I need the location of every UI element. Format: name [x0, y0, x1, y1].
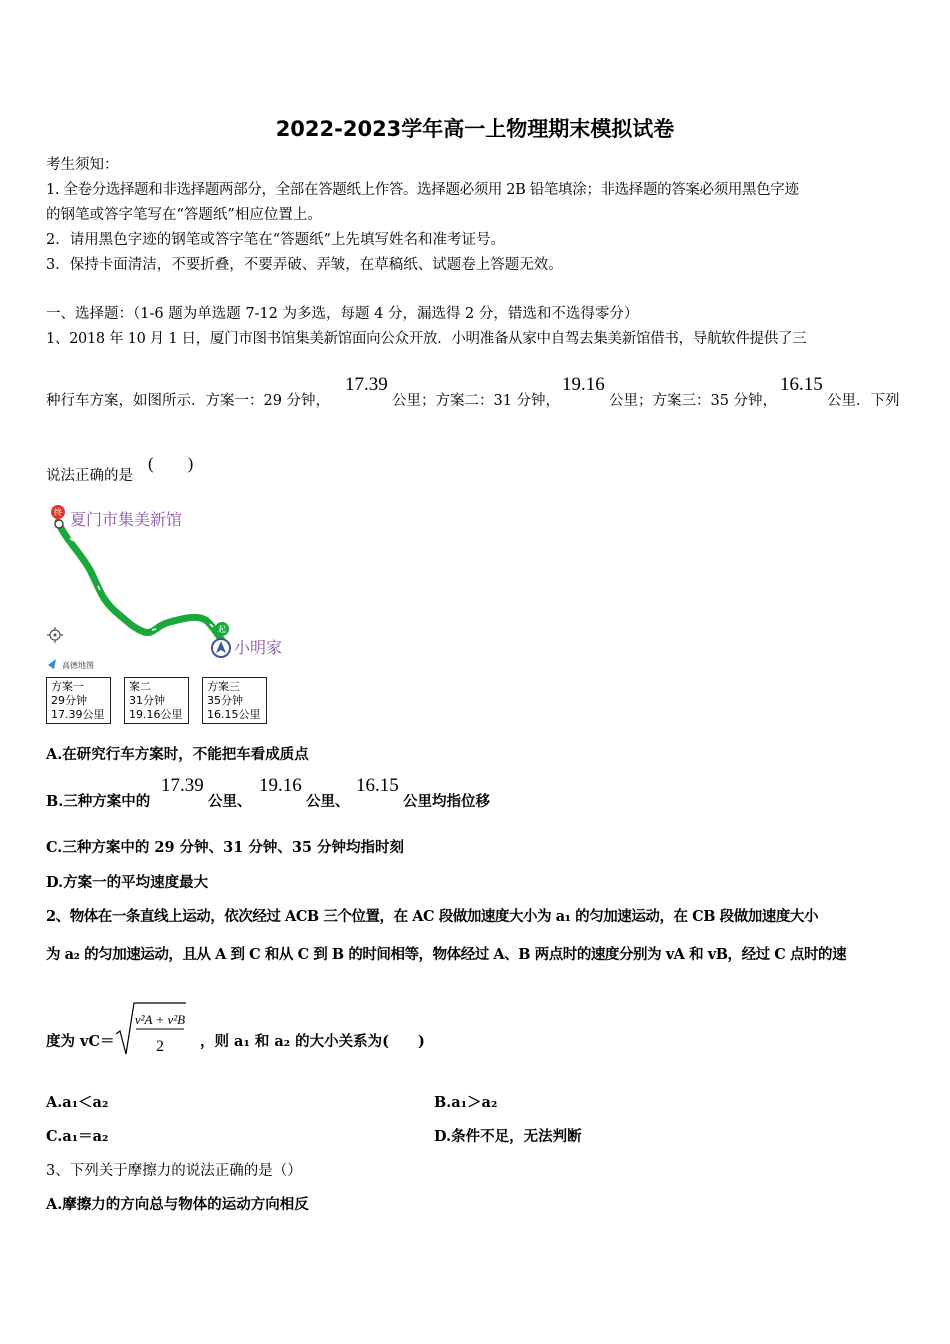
route-option-2 — [124, 677, 189, 724]
route-option-time: 29分钟 — [51, 694, 87, 707]
route-option-time: 35分钟 — [207, 694, 243, 707]
destination-pin-label: 终 — [54, 508, 62, 517]
route-map — [44, 500, 284, 675]
q2-option-b: B.a₁＞a₂ — [434, 1094, 498, 1111]
page-title: 2022-2023学年高一上物理期末模拟试卷 — [275, 117, 675, 141]
q1-distance-1: 17.39 — [345, 374, 388, 395]
q2-line-3-lead: 度为 vC＝ — [46, 1033, 115, 1050]
q1-distance-2: 19.16 — [562, 374, 605, 395]
q2-option-a: A.a₁＜a₂ — [46, 1094, 109, 1111]
formula-denominator: 2 — [156, 1038, 164, 1055]
q1-distance-3: 16.15 — [780, 374, 823, 395]
q1-option-c: C.三种方案中的 29 分钟、31 分钟、35 分钟均指时刻 — [46, 839, 405, 856]
notice-heading: 考生须知： — [46, 157, 119, 173]
q1-option-b-tail: 公里均指位移 — [403, 793, 490, 810]
notice-line-2: 2．请用黑色字迹的钢笔或答字笔在“答题纸”上先填写姓名和准考证号。 — [46, 232, 506, 248]
q1-option-b-distance-1: 17.39 — [161, 775, 204, 796]
formula-numerator: v²A + v²B — [134, 1012, 186, 1027]
q1-line-2a: 种行车方案，如图所示．方案一：29 分钟， — [46, 393, 331, 409]
velocity-formula — [114, 1000, 190, 1058]
map-brand: 高德地图 — [62, 661, 94, 670]
route-option-name: 方案三 — [207, 680, 240, 693]
route-line — [58, 522, 222, 640]
q1-option-b-distance-2: 19.16 — [259, 775, 302, 796]
q1-option-a: A.在研究行车方案时，不能把车看成质点 — [46, 746, 309, 763]
origin-pin-label: 起 — [218, 625, 226, 634]
amap-logo-icon — [48, 659, 56, 669]
route-option-name: 方案一 — [51, 680, 84, 693]
q2-line-1: 2、物体在一条直线上运动，依次经过 ACB 三个位置，在 AC 段做加速度大小为 a₁ 的匀加速运动，在 CB 段做加速度大小 — [46, 908, 818, 925]
q1-option-b-lead: B.三种方案中的 — [46, 793, 151, 810]
notice-line-1a: 1. 全卷分选择题和非选择题两部分，全部在答题纸上作答。选择题必须用 2B 铅笔填涂；非选择题的答案必须用黑色字迹 — [46, 182, 799, 198]
route-option-distance: 16.15公里 — [207, 708, 261, 721]
route-option-distance: 17.39公里 — [51, 708, 105, 721]
notice-line-3: 3．保持卡面清洁，不要折叠，不要弄破、弄皱，在草稿纸、试题卷上答题无效。 — [46, 257, 563, 273]
route-map-figure — [44, 500, 284, 730]
route-option-distance: 19.16公里 — [129, 708, 183, 721]
q2-line-2: 为 a₂ 的匀加速运动，且从 A 到 C 和从 C 到 B 的时间相等，物体经过 A、B 两点时的速度分别为 vA 和 vB，经过 C 点时的速 — [46, 946, 847, 963]
q2-line-3-tail: ，则 a₁ 和 a₂ 的大小关系为( ) — [200, 1033, 425, 1050]
q2-option-d: D.条件不足，无法判断 — [434, 1128, 582, 1145]
q2-option-c: C.a₁＝a₂ — [46, 1128, 109, 1145]
destination-dot — [55, 520, 63, 528]
q1-option-b-distance-3: 16.15 — [356, 775, 399, 796]
route-option-time: 31分钟 — [129, 694, 165, 707]
q1-option-d: D.方案一的平均速度最大 — [46, 874, 209, 891]
q1-line-2d: 公里．下列 — [827, 393, 900, 409]
q1-line-2c: 公里；方案三：35 分钟， — [609, 393, 778, 409]
q1-answer-paren: ( ) — [148, 454, 194, 473]
q1-line-2b: 公里；方案二：31 分钟， — [392, 393, 561, 409]
section-heading: 一、选择题：（1-6 题为单选题 7-12 为多选，每题 4 分，漏选得 2 分，错选和不选得零分） — [46, 306, 639, 322]
route-option-3 — [202, 677, 267, 724]
q1-option-b-sep-2: 公里、 — [306, 793, 350, 810]
destination-label: 夏门市集美新馆 — [70, 510, 183, 529]
q3-line-1: 3、下列关于摩擦力的说法正确的是（） — [46, 1163, 302, 1179]
q1-line-1: 1、2018 年 10 月 1 日，厦门市图书馆集美新馆面向公众开放．小明准备从家中自驾去集美新馆借书，导航软件提供了三 — [46, 331, 807, 347]
route-option-name: 案二 — [129, 680, 151, 693]
notice-line-1b: 的钢笔或答字笔写在“答题纸”相应位置上。 — [46, 207, 322, 223]
q3-option-a: A.摩擦力的方向总与物体的运动方向相反 — [46, 1196, 309, 1213]
route-option-1 — [46, 677, 111, 724]
q1-option-b-sep-1: 公里、 — [208, 793, 252, 810]
q1-line-3: 说法正确的是 — [46, 468, 133, 484]
origin-label: 小明家 — [234, 638, 283, 657]
